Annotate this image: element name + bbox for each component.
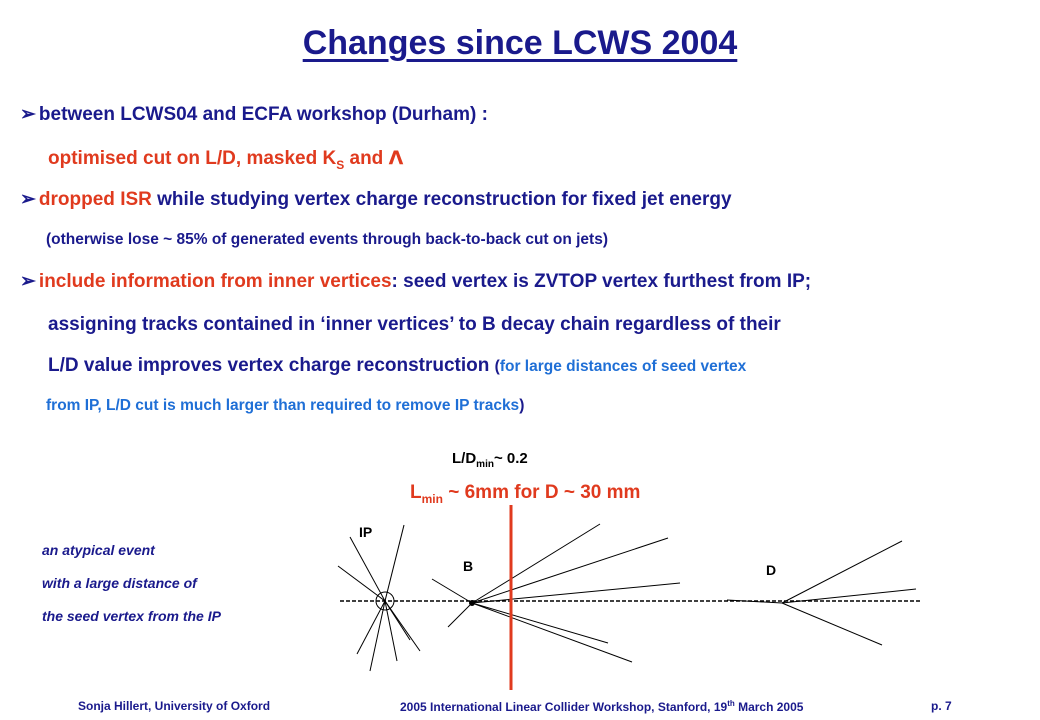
bullet-3-line-3-note: for large distances of seed vertex: [499, 358, 747, 375]
and-text: and: [344, 148, 389, 169]
bullet-1-sub-text: optimised cut on L/D, masked K: [48, 148, 337, 169]
caption-line-2: with a large distance of: [42, 575, 197, 591]
arrow-bullet-icon: ➢: [20, 104, 36, 125]
footer-event: [400, 699, 803, 714]
b-label: B: [463, 558, 474, 574]
lambda-symbol: Λ: [388, 147, 404, 169]
footer-event-text: 2005 International Linear Collider Workshop, Stanford, 19: [400, 700, 728, 714]
footer-page-number: p. 7: [931, 699, 952, 713]
footer-author: Sonja Hillert, University of Oxford: [78, 699, 271, 713]
ip-tracks: [338, 525, 420, 671]
ld-min-label: $L/D_{min}\sim$ 0.2: [452, 450, 528, 470]
paren-close: ): [519, 397, 525, 414]
bullet-3-text: : seed vertex is ZVTOP vertex furthest from IP;: [391, 271, 812, 292]
slide-title: Changes since LCWS 2004: [302, 24, 738, 62]
d-label: D: [766, 562, 777, 578]
footer-superscript: th: [727, 699, 735, 708]
bullet-3-line-2: assigning tracks contained in ‘inner vertices’ to B decay chain regardless of their: [48, 314, 781, 335]
bullet-2-highlight: dropped ISR: [38, 189, 152, 210]
arrow-bullet-icon: ➢: [20, 271, 36, 292]
b-vertex-dot: [469, 600, 475, 606]
b-tracks: [432, 524, 680, 662]
bullet-2-text: while studying vertex charge reconstruction for fixed jet energy: [151, 189, 732, 210]
caption-line-3: the seed vertex from the IP: [42, 608, 221, 624]
bullet-1-text: between LCWS04 and ECFA workshop (Durham) :: [38, 104, 488, 125]
d-tracks: [727, 541, 916, 645]
footer-event-date: March 2005: [734, 700, 804, 714]
arrow-bullet-icon: ➢: [20, 189, 36, 210]
l-min-label: $L_{min}$ ~ 6mm for D ~ 30 mm: [410, 482, 641, 506]
bullet-2-sub: (otherwise lose ~ 85% of generated events through back-to-back cut on jets): [46, 231, 608, 248]
bullet-3-line-4-note: from IP, L/D cut is much larger than required to remove IP tracks: [46, 397, 520, 414]
bullet-3-line-3-text: L/D value improves vertex charge reconstruction: [48, 355, 495, 376]
bullet-3-highlight: include information from inner vertices: [38, 271, 392, 292]
ks-subscript: S: [336, 157, 345, 172]
caption-line-1: an atypical event: [42, 542, 155, 558]
ip-label: IP: [359, 524, 373, 540]
paren-open: (: [494, 358, 500, 375]
